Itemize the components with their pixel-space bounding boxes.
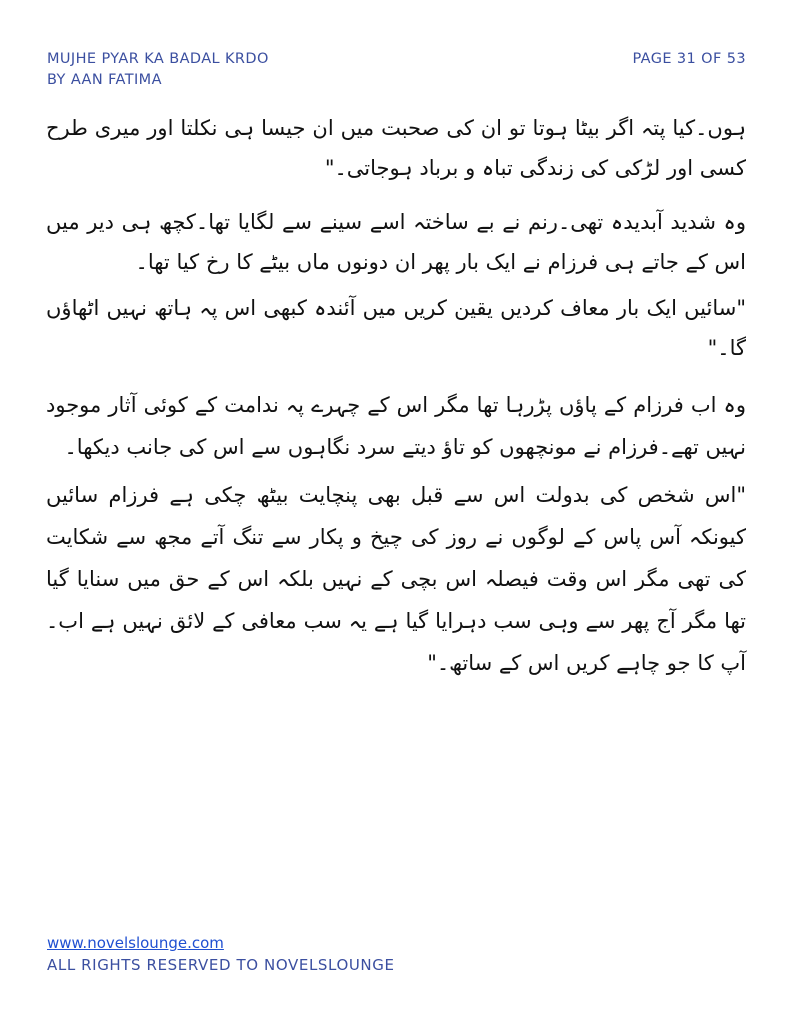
novel-title: MUJHE PYAR KA BADAL KRDO: [47, 51, 269, 67]
novel-body-text: [46, 108, 746, 684]
paragraph: "سائیں ایک بار معاف کردیں یقین کریں میں آئندہ کبھی اس پہ ہاتھ نہیں اٹھاؤں گا۔": [46, 296, 746, 360]
copyright-notice: ALL RIGHTS RESERVED TO NOVELSLOUNGE: [47, 956, 395, 974]
paragraph: وہ اب فرزام کے پاؤں پڑرہا تھا مگر اس کے چہرے پہ ندامت کے کوئی آثار موجود نہیں تھے۔فرزام نے مونچھوں کو تاؤ دیتے سرد نگاہوں سے اس کی جانب دیکھا۔: [46, 393, 746, 459]
page-number: PAGE 31 OF 53: [632, 51, 746, 67]
paragraph: "اس شخص کی بدولت اس سے قبل بھی پنچایت بیٹھ چکی ہے فرزام سائیں کیونکہ آس پاس کے لوگوں نے روز کی چیخ و پکار سے تنگ آتے مجھ سے شکایت کی تھی مگر اس وقت فیصلہ اس بچی کے نہیں بلکہ اس کے حق میں سنایا گیا تھا مگر آج پھر سے وہی سب دہرایا گیا ہے یہ سب معافی کے لائق نہیں ہے اب۔آپ کا جو چاہے کریں اس کے ساتھ۔": [46, 483, 746, 675]
paragraph: وہ شدید آبدیدہ تھی۔رنم نے بے ساختہ اسے سینے سے لگایا تھا۔کچھ ہی دیر میں اس کے جاتے ہی فرزام نے ایک بار پھر ان دونوں ماں بیٹے کا رخ کیا تھا۔: [46, 210, 746, 274]
novel-author: BY AAN FATIMA: [47, 72, 162, 88]
page-footer: [47, 932, 395, 976]
website-link[interactable]: www.novelslounge.com: [47, 934, 224, 952]
paragraph: ہوں۔کیا پتہ اگر بیٹا ہوتا تو ان کی صحبت میں ان جیسا ہی نکلتا اور میری طرح کسی اور لڑکی کی زندگی تباہ و برباد ہوجاتی۔": [46, 116, 746, 180]
page-header-left: [47, 49, 269, 91]
